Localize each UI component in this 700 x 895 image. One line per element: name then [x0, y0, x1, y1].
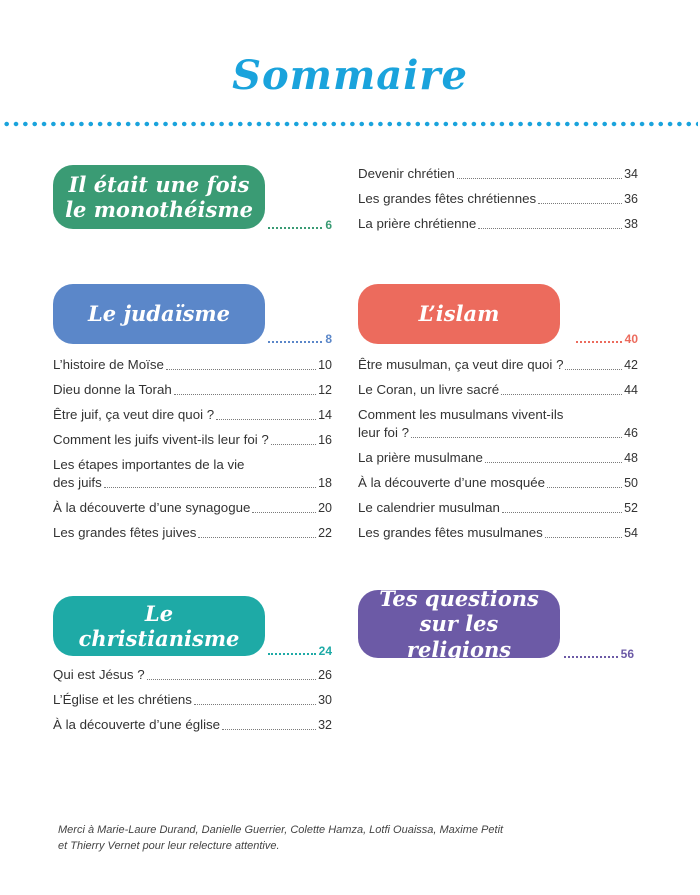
toc-item[interactable]	[358, 190, 638, 208]
toc-item[interactable]	[53, 381, 332, 399]
toc-item[interactable]	[358, 499, 638, 517]
toc-item[interactable]	[53, 716, 332, 734]
section-tag-christianisme[interactable]	[53, 596, 265, 656]
dot-leader	[271, 444, 316, 445]
section-title-line2: le monothéisme	[65, 197, 253, 222]
toc-item-page: 48	[624, 451, 638, 465]
toc-item-page: 34	[624, 167, 638, 181]
toc-item-page: 38	[624, 217, 638, 231]
credits-line1: Merci à Marie-Laure Durand, Danielle Guerrier, Colette Hamza, Lotfi Ouaissa, Maxime Petit	[58, 824, 504, 836]
dot-leader	[457, 178, 622, 179]
toc-item[interactable]	[53, 356, 332, 374]
section-page-number: 24	[318, 644, 332, 658]
toc-item-page: 14	[318, 408, 332, 422]
section-title-line1: Tes questions	[379, 586, 539, 612]
toc-item[interactable]	[358, 165, 638, 183]
section-page-judaisme	[268, 332, 332, 346]
toc-item[interactable]	[53, 499, 332, 517]
toc-item-text: Les grandes fêtes chrétiennes	[358, 191, 537, 206]
toc-item[interactable]	[358, 474, 638, 492]
toc-item-page: 26	[318, 668, 332, 682]
toc-item-page: 32	[318, 718, 332, 732]
toc-item-page: 10	[318, 358, 332, 372]
toc-list-judaisme	[53, 356, 332, 549]
section-title: L’islam	[418, 301, 500, 327]
dot-leader	[194, 704, 316, 705]
toc-item-page: 12	[318, 383, 332, 397]
toc-item[interactable]	[358, 524, 638, 542]
dot-leader	[411, 437, 622, 438]
toc-item-text-line1: Les étapes importantes de la vie	[53, 457, 245, 472]
toc-item-page: 18	[318, 476, 332, 490]
toc-item-page: 46	[624, 426, 638, 440]
toc-item-text: Le Coran, un livre sacré	[358, 382, 500, 397]
toc-item-text: La prière musulmane	[358, 450, 483, 465]
dot-leader	[564, 656, 618, 658]
dot-leader	[174, 394, 316, 395]
dot-leader	[147, 679, 316, 680]
toc-list-christianisme-part2	[358, 165, 638, 240]
toc-item-text-line2: des juifs	[53, 475, 102, 490]
section-tag-questions[interactable]	[358, 586, 560, 662]
section-tag-islam[interactable]	[358, 284, 560, 344]
dot-leader	[501, 394, 622, 395]
toc-item-page: 36	[624, 192, 638, 206]
toc-item-text: Être musulman, ça veut dire quoi ?	[358, 357, 564, 372]
dot-leader	[478, 228, 622, 229]
section-page-christianisme	[268, 644, 332, 658]
dot-leader	[252, 512, 316, 513]
toc-item-page: 50	[624, 476, 638, 490]
dot-leader	[547, 487, 622, 488]
dot-leader	[104, 487, 316, 488]
toc-item-page: 44	[624, 383, 638, 397]
section-title: Le judaïsme	[88, 301, 230, 327]
toc-item-text: Comment les juifs vivent-ils leur foi ?	[53, 432, 269, 447]
toc-item-text: À la découverte d’une mosquée	[358, 475, 546, 490]
toc-item-text-line1: Comment les musulmans vivent-ils	[358, 407, 564, 422]
section-page-islam	[576, 332, 638, 346]
toc-item-page: 22	[318, 526, 332, 540]
toc-item-text: Les grandes fêtes musulmanes	[358, 525, 543, 540]
toc-item-page: 54	[624, 526, 638, 540]
toc-item-page: 42	[624, 358, 638, 372]
dotted-divider	[2, 121, 698, 127]
toc-item-text: Le calendrier musulman	[358, 500, 500, 515]
section-page-number: 56	[620, 647, 634, 661]
section-title-line2: sur les religions	[406, 611, 512, 662]
toc-item[interactable]	[53, 666, 332, 684]
toc-item[interactable]	[53, 524, 332, 542]
dot-leader	[565, 369, 622, 370]
dot-leader	[545, 537, 622, 538]
toc-item[interactable]	[358, 381, 638, 399]
page-title: Sommaire	[232, 52, 468, 99]
section-tag-judaisme[interactable]	[53, 284, 265, 344]
dot-leader	[268, 227, 322, 229]
toc-item-text: À la découverte d’une synagogue	[53, 500, 251, 515]
dot-leader	[485, 462, 622, 463]
credits-line2: et Thierry Vernet pour leur relecture attentive.	[58, 840, 280, 852]
toc-item[interactable]	[358, 356, 638, 374]
toc-item[interactable]	[53, 691, 332, 709]
toc-item-page: 16	[318, 433, 332, 447]
toc-item-text: Qui est Jésus ?	[53, 667, 145, 682]
toc-item[interactable]	[358, 406, 638, 442]
toc-item[interactable]	[53, 431, 332, 449]
dot-leader	[198, 537, 316, 538]
section-title: Le christianisme	[78, 600, 240, 651]
dot-leader	[576, 341, 622, 343]
toc-item-text: À la découverte d’une église	[53, 717, 221, 732]
toc-item-page: 20	[318, 501, 332, 515]
toc-item[interactable]	[53, 406, 332, 424]
toc-item-text: Les grandes fêtes juives	[53, 525, 197, 540]
toc-item-text: Devenir chrétien	[358, 166, 455, 181]
toc-list-christianisme-part1	[53, 666, 332, 741]
toc-item-text-line2: leur foi ?	[358, 425, 409, 440]
toc-item[interactable]	[358, 449, 638, 467]
section-page-number: 8	[325, 332, 332, 346]
dot-leader	[166, 369, 316, 370]
dot-leader	[538, 203, 622, 204]
section-title-line1: Il était une fois	[68, 171, 250, 197]
toc-list-islam	[358, 356, 638, 549]
dot-leader	[222, 729, 316, 730]
toc-item-text: Dieu donne la Torah	[53, 382, 172, 397]
section-page-number: 40	[624, 332, 638, 346]
dot-leader	[268, 653, 316, 655]
toc-item[interactable]	[53, 456, 332, 492]
toc-item-text: Être juif, ça veut dire quoi ?	[53, 407, 215, 422]
section-page-number: 6	[325, 218, 332, 232]
section-page-monotheisme	[268, 218, 332, 232]
dot-leader	[216, 419, 316, 420]
dot-leader	[502, 512, 622, 513]
dot-leader	[268, 341, 322, 343]
toc-item-page: 52	[624, 501, 638, 515]
toc-item-page: 30	[318, 693, 332, 707]
toc-item[interactable]	[358, 215, 638, 233]
section-tag-monotheisme[interactable]	[53, 165, 265, 229]
section-page-questions	[564, 647, 634, 661]
toc-item-text: L’Église et les chrétiens	[53, 692, 192, 707]
credits-note	[58, 822, 658, 854]
toc-item-text: L’histoire de Moïse	[53, 357, 164, 372]
toc-item-text: La prière chrétienne	[358, 216, 477, 231]
